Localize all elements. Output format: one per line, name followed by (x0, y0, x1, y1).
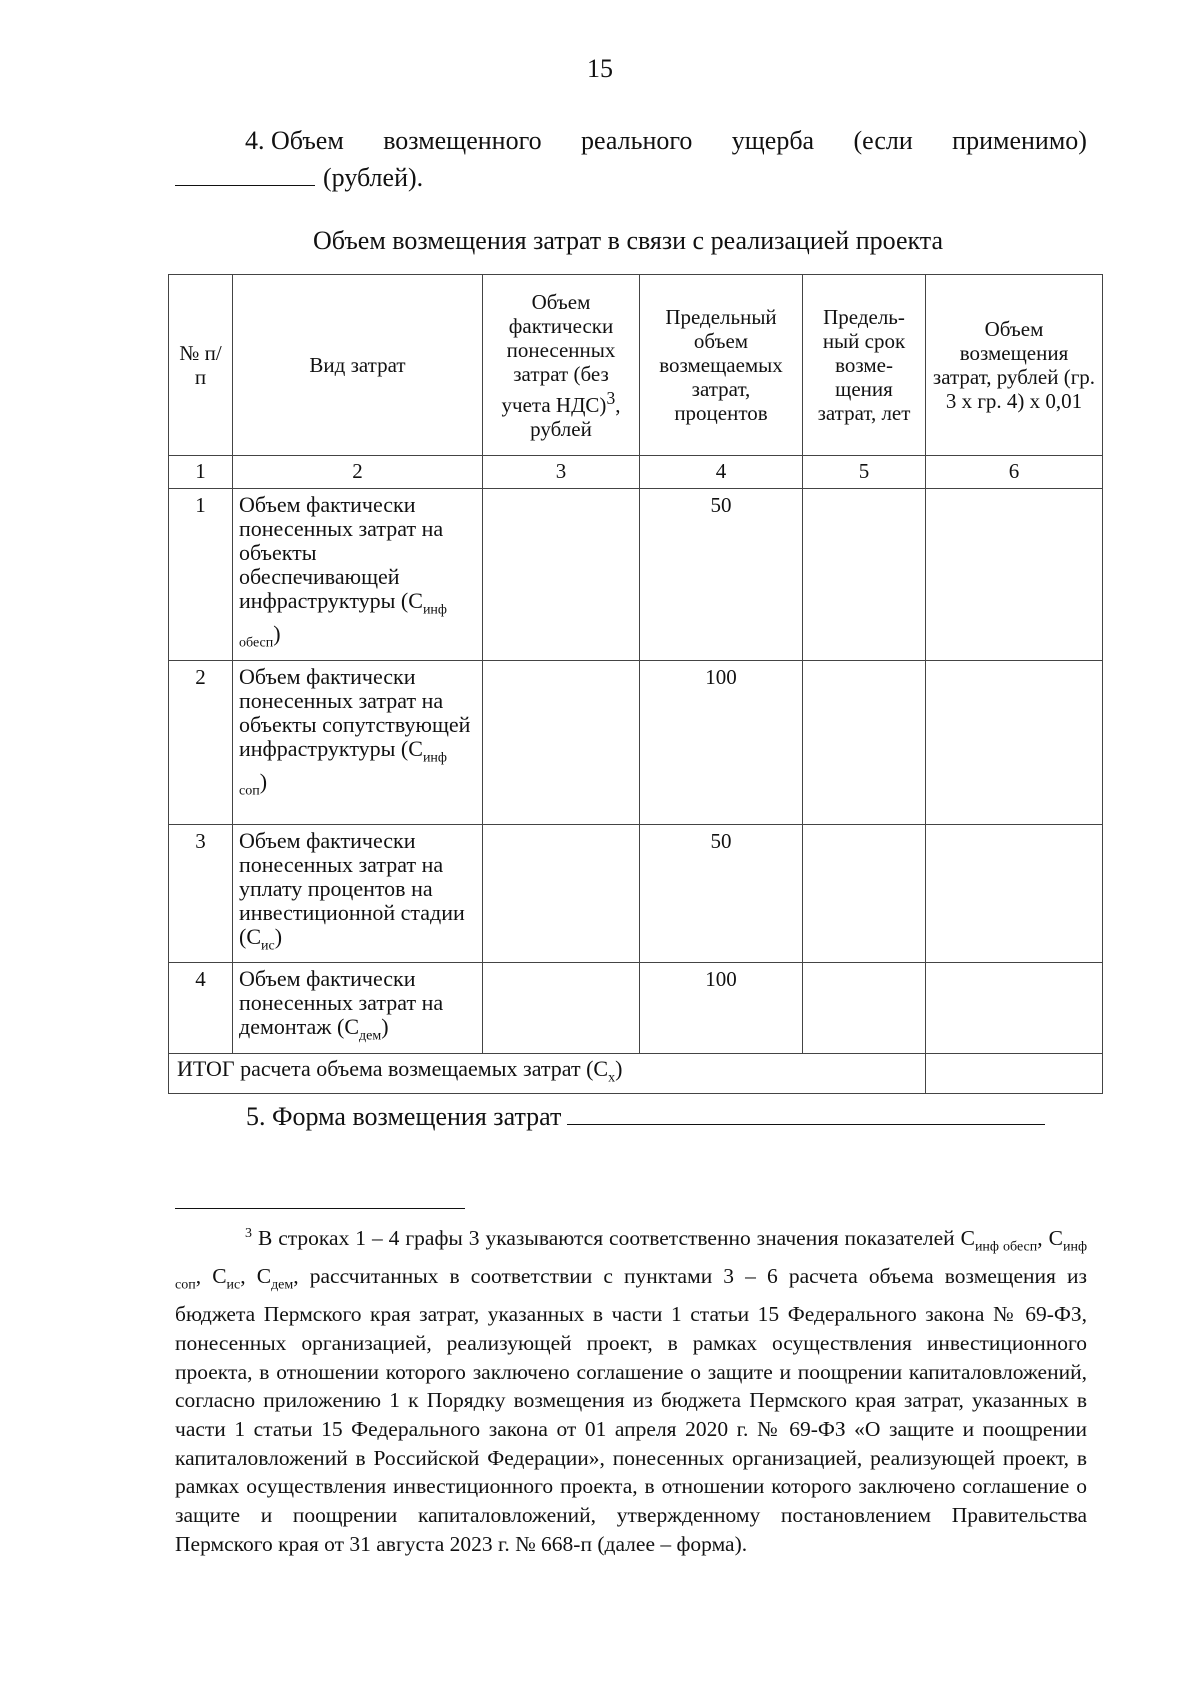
header-number: № п/п (169, 275, 233, 456)
column-number: 2 (233, 456, 483, 489)
header-compensation-amount: Объем возмещения затрат, рублей (гр. 3 х гр. 4) х 0,01 (926, 275, 1103, 456)
row-number: 1 (169, 489, 233, 661)
header-limit-years: Предель-ный срок возме-щения затрат, лет (803, 275, 926, 456)
column-number: 3 (483, 456, 640, 489)
row-cost-type: Объем фактически понесенных затрат на объекты обеспечивающей инфраструктуры $(С_{инф обесп})$ (233, 489, 483, 661)
row-compensation-amount (926, 489, 1103, 661)
row-cost-type: Объем фактически понесенных затрат на уплату процентов на инвестиционной стадии $(С_{ис})$ (233, 824, 483, 962)
row-cost-type: Объем фактически понесенных затрат на объекты сопутствующей инфраструктуры $(С_{инф соп})$ (233, 660, 483, 824)
row-limit-years (803, 824, 926, 962)
section-4-unit: (рублей). (323, 163, 424, 192)
table-row (169, 489, 1103, 661)
table-total-row (169, 1053, 1103, 1093)
footnote: $^3$ В строках 1 – 4 графы 3 указываются соответственно значения показателей $С_{инф обесп}$, $С_{инф соп}$, $С_{ис}$, $С_{дем}$, рассчитанных в соответствии с пунктами 3 – 6 расчета объема возмещения из бюджета Пермского края затрат, указанных в части 1 статьи 15 Федерального закона № 69-ФЗ, понесенных организацией, реализующей проект, в рамках осуществления инвестиционного проекта, в отношении которого заключено соглашение о защите и поощрении капиталовложений, согласно приложению 1 к Порядку возмещения из бюджета Пермского края затрат, указанных в части 1 статьи 15 Федерального закона от 01 апреля 2020 г. № 69-ФЗ «О защите и поощрении капиталовложений в Российской Федерации», понесенных организацией, реализующей проект, в рамках осуществления инвестиционного проекта, в отношении которого заключено соглашение о защите и поощрении капиталовложений, утвержденному постановлением Правительства Пермского края от 31 августа 2023 г. № 668-п (далее – форма). (175, 1226, 1088, 1556)
fill-in-blank (175, 159, 315, 186)
row-number: 2 (169, 660, 233, 824)
header-limit-percent: Предельный объем возмещаемых затрат, процентов (640, 275, 803, 456)
section-4-word: возмещенного (383, 126, 542, 155)
row-limit-percent: 100 (640, 660, 803, 824)
section-5-label: 5. Форма возмещения затрат (246, 1102, 562, 1131)
section-4-line (175, 122, 1087, 159)
header-actual-costs (483, 275, 640, 456)
footnote-ref: 3 (606, 387, 616, 408)
column-number: 4 (640, 456, 803, 489)
row-limit-percent: 100 (640, 963, 803, 1053)
row-actual-costs (483, 824, 640, 962)
row-number: 4 (169, 963, 233, 1053)
footnote-mark: 3 (245, 1226, 252, 1241)
footnote-separator (175, 1208, 465, 1209)
row-actual-costs (483, 489, 640, 661)
section-4-paragraph (175, 122, 1087, 196)
table-row (169, 824, 1103, 962)
table-row (169, 660, 1103, 824)
section-4-word: 4. Объем (245, 126, 344, 155)
section-5-paragraph (246, 1102, 1045, 1132)
column-number: 6 (926, 456, 1103, 489)
total-value (926, 1053, 1103, 1093)
section-4-word: применимо) (952, 126, 1087, 155)
cost-compensation-table (168, 274, 1103, 1094)
section-4-word: ущерба (731, 126, 815, 155)
row-actual-costs (483, 963, 640, 1053)
page-number: 15 (587, 54, 613, 83)
fill-in-blank (567, 1102, 1045, 1125)
column-number: 1 (169, 456, 233, 489)
total-label: ИТОГ расчета объема возмещаемых затрат $(С_х)$ (169, 1053, 926, 1093)
row-limit-years (803, 963, 926, 1053)
header-actual-costs-text: Объем фактически понесенных затрат (без учета НДС) (501, 289, 616, 417)
row-limit-years (803, 660, 926, 824)
row-compensation-amount (926, 660, 1103, 824)
column-number: 5 (803, 456, 926, 489)
section-4-line-2 (175, 159, 1087, 196)
row-actual-costs (483, 660, 640, 824)
column-numbers-row (169, 456, 1103, 489)
section-4-word: реального (580, 126, 693, 155)
table-header-row (169, 275, 1103, 456)
table-title: Объем возмещения затрат в связи с реализацией проекта (312, 226, 943, 255)
row-number: 3 (169, 824, 233, 962)
header-cost-type: Вид затрат (233, 275, 483, 456)
table-row (169, 963, 1103, 1053)
row-limit-percent: 50 (640, 489, 803, 661)
header-actual-costs-unit: , рублей (530, 392, 621, 441)
row-compensation-amount (926, 963, 1103, 1053)
row-cost-type: Объем фактически понесенных затрат на демонтаж $(С_{дем})$ (233, 963, 483, 1053)
row-limit-percent: 50 (640, 824, 803, 962)
section-4-word: (если (853, 126, 913, 155)
row-limit-years (803, 489, 926, 661)
row-compensation-amount (926, 824, 1103, 962)
